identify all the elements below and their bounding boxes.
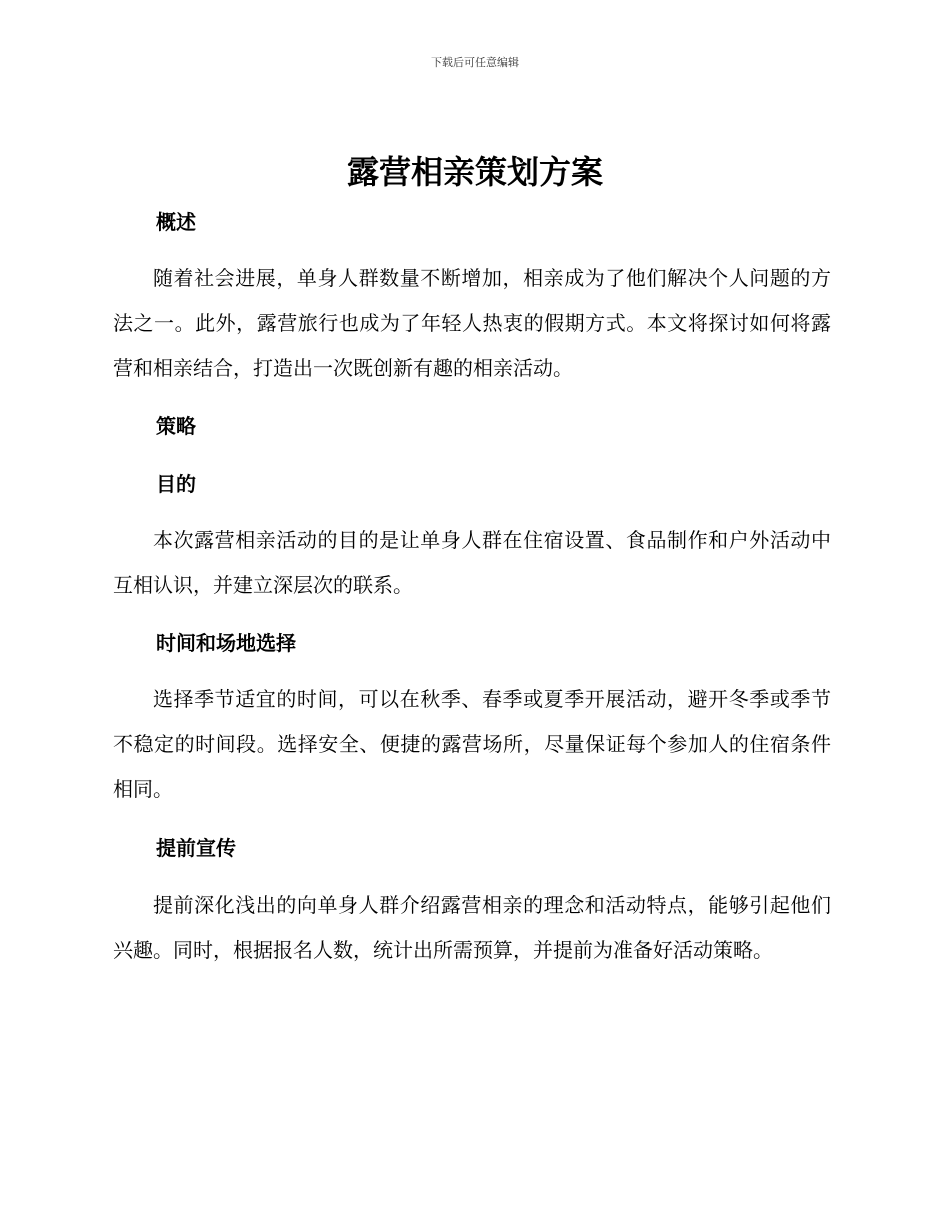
section-body-overview: 随着社会进展，单身人群数量不断增加，相亲成为了他们解决个人问题的方法之一。此外，露营旅行也成为了年轻人热衷的假期方式。本文将探讨如何将露营和相亲结合，打造出一次既创新有趣的相亲活动。 [113, 266, 831, 380]
section-body-promotion: 提前深化浅出的向单身人群介绍露营相亲的理念和活动特点，能够引起他们兴趣。同时，根据报名人数，统计出所需预算，并提前为准备好活动策略。 [113, 893, 831, 962]
section-heading-overview: 概述 [156, 210, 196, 234]
section-body-time-venue: 选择季节适宜的时间，可以在秋季、春季或夏季开展活动，避开冬季或季节不稳定的时间段。选择安全、便捷的露营场所，尽量保证每个参加人的住宿条件相同。 [113, 687, 831, 801]
page-header-note: 下载后可任意编辑 [431, 56, 519, 69]
section-heading-promotion: 提前宣传 [156, 836, 236, 860]
section-heading-purpose: 目的 [156, 472, 196, 496]
document-title: 露营相亲策划方案 [346, 153, 603, 191]
section-heading-strategy: 策略 [156, 414, 196, 438]
section-body-purpose: 本次露营相亲活动的目的是让单身人群在住宿设置、食品制作和户外活动中互相认识，并建立深层次的联系。 [113, 528, 831, 597]
section-heading-time-venue: 时间和场地选择 [156, 631, 296, 655]
